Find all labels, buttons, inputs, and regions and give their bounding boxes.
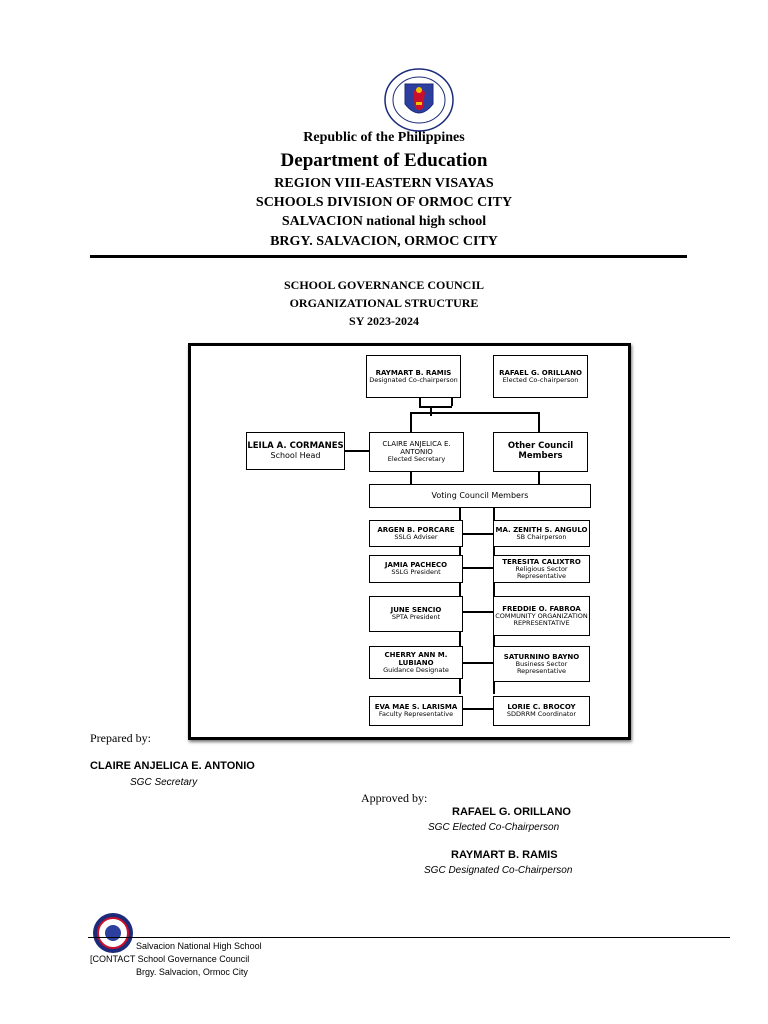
footer-address: Brgy. Salvacion, Ormoc City xyxy=(136,967,248,977)
connector xyxy=(538,471,540,484)
connector xyxy=(410,412,539,414)
org-node-secretary: CLAIRE ANJELICA E. ANTONIO Elected Secretary xyxy=(369,432,464,472)
connector xyxy=(538,412,540,432)
footer-contact: [CONTACT School Governance Council xyxy=(90,954,250,964)
connector xyxy=(459,611,494,613)
approver-role: SGC Designated Co-Chairperson xyxy=(424,865,573,876)
connector xyxy=(430,406,432,416)
connector xyxy=(459,662,494,664)
connector xyxy=(419,397,421,406)
department-line: Department of Education xyxy=(280,150,488,171)
org-node-member-right: TERESITA CALIXTRO Religious Sector Representative xyxy=(493,555,590,583)
org-node-elected-co-chair: RAFAEL G. ORILLANO Elected Co-chairperson xyxy=(493,355,588,398)
org-node-member-right: SATURNINO BAYNO Business Sector Representative xyxy=(493,646,590,682)
republic-line: Republic of the Philippines xyxy=(303,130,465,145)
preparer-role: SGC Secretary xyxy=(130,777,198,788)
doc-title-line2: ORGANIZATIONAL STRUCTURE xyxy=(289,296,479,310)
connector xyxy=(459,567,494,569)
footer-school-name: Salvacion National High School xyxy=(136,941,262,951)
school-line: SALVACION national high school xyxy=(281,214,487,229)
connector xyxy=(459,708,494,710)
header-divider xyxy=(90,255,687,258)
connector xyxy=(451,397,453,406)
region-line: REGION VIII-EASTERN VISAYAS xyxy=(274,176,494,191)
org-node-member-left: EVA MAE S. LARISMA Faculty Representative xyxy=(369,696,463,726)
approver-role: SGC Elected Co-Chairperson xyxy=(428,822,560,833)
division-line: SCHOOLS DIVISION OF ORMOC CITY xyxy=(255,195,513,210)
org-node-voting-members: Voting Council Members xyxy=(369,484,591,508)
approver-name: RAFAEL G. ORILLANO xyxy=(452,806,571,818)
connector xyxy=(459,533,494,535)
prepared-by-label: Prepared by: xyxy=(90,731,151,745)
connector xyxy=(410,412,412,432)
connector xyxy=(419,406,452,408)
org-node-member-left: JUNE SENCIO SPTA President xyxy=(369,596,463,632)
org-node-member-right: LORIE C. BROCOY SDDRRM Coordinator xyxy=(493,696,590,726)
connector xyxy=(345,450,369,452)
connector xyxy=(410,471,412,484)
org-node-member-left: JAMIA PACHECO SSLG President xyxy=(369,555,463,583)
org-node-member-left: ARGEN B. PORCARE SSLG Adviser xyxy=(369,520,463,547)
org-node-designated-co-chair: RAYMART B. RAMIS Designated Co-chairperson xyxy=(366,355,461,398)
preparer-name: CLAIRE ANJELICA E. ANTONIO xyxy=(90,760,255,772)
school-logo xyxy=(92,912,134,954)
org-node-member-left: CHERRY ANN M. LUBIANO Guidance Designate xyxy=(369,646,463,679)
address-line: BRGY. SALVACION, ORMOC CITY xyxy=(270,234,498,249)
approver-name: RAYMART B. RAMIS xyxy=(451,849,558,861)
org-chart xyxy=(188,343,631,740)
org-node-other-members: Other Council Members xyxy=(493,432,588,472)
deped-seal-logo xyxy=(383,68,455,132)
org-node-school-head: LEILA A. CORMANES School Head xyxy=(246,432,345,470)
approved-by-label: Approved by: xyxy=(361,791,428,805)
org-node-member-right: FREDDIE O. FABROA COMMUNITY ORGANIZATION REPRESENTATIVE xyxy=(493,596,590,636)
doc-title-line3: SY 2023-2024 xyxy=(349,314,419,328)
footer-divider xyxy=(88,937,730,938)
org-node-member-right: MA. ZENITH S. ANGULO SB Chairperson xyxy=(493,520,590,547)
doc-title-line1: SCHOOL GOVERNANCE COUNCIL xyxy=(283,278,485,292)
